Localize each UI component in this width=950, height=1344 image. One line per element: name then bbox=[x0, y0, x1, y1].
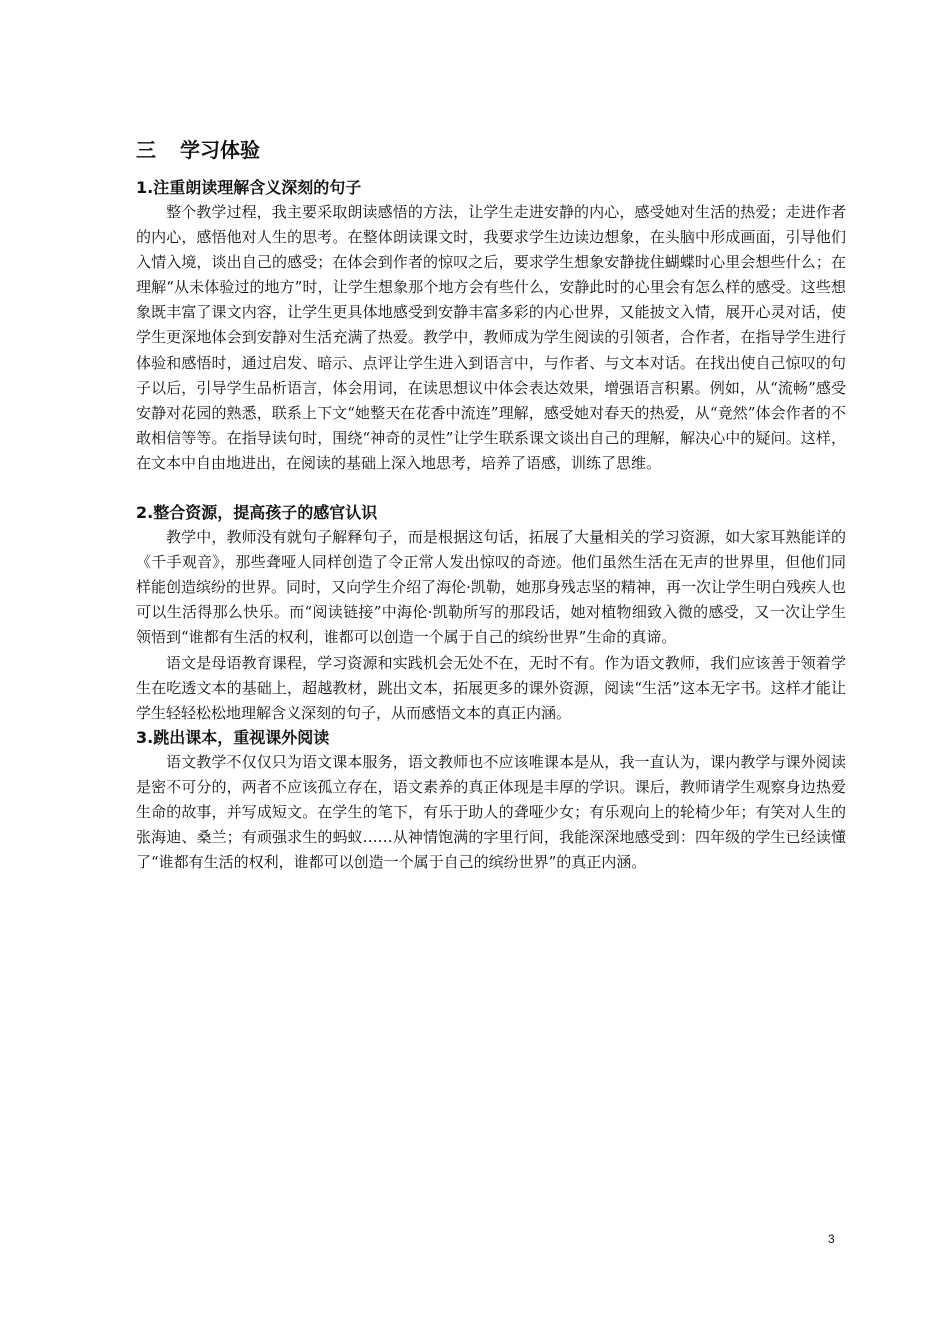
subsection-2-paragraph-1: 教学中，教师没有就句子解释句子，而是根据这句话，拓展了大量相关的学习资源，如大家耳熟能详的《千手观音》，那些聋哑人同样创造了令正常人发出惊叹的奇迹。他们虽然生活在无声的世界里，但他们同样能创造缤纷的世界。同时，又向学生介绍了海伦·凯勒，她那身残志坚的精神，再一次让学生明白残疾人也可以生活得那么快乐。而“阅读链接”中海伦·凯勒所写的那段话，她对植物细致入微的感受，又一次让学生领悟到“谁都有生活的权利，谁都可以创造一个属于自己的缤纷世界”生命的真谛。 bbox=[136, 528, 846, 647]
section-number: 三 bbox=[136, 138, 156, 162]
subsection-3-paragraph-1: 语文教学不仅仅只为语文课本服务，语文教师也不应该唯课本是从，我一直认为，课内教学与课外阅读是密不可分的，两者不应该孤立存在，语文素养的真正体现是丰厚的学识。课后，教师请学生观察身边热爱生命的故事，并写成短文。在学生的笔下，有乐于助人的聋哑少女；有乐观向上的轮椅少年；有笑对人生的张海迪、桑兰；有顽强求生的蚂蚁……从神情饱满的字里行间，我能深深地感受到：四年级的学生已经读懂了“谁都有生活的权利，谁都可以创造一个属于自己的缤纷世界”的真正内涵。 bbox=[136, 752, 846, 872]
subsection-1-paragraph-1: 整个教学过程，我主要采取朗读感悟的方法，让学生走进安静的内心，感受她对生活的热爱；走进作者的内心，感悟他对人生的思考。在整体朗读课文时，我要求学生边读边想象，在头脑中形成画面，引导他们入情入境，谈出自己的感受；在体会到作者的惊叹之后，要求学生想象安静拢住蝴蝶时心里会想些什么；在理解“从未体验过的地方”时，让学生想象那个地方会有些什么，安静此时的心里会有怎么样的感受。这些想象既丰富了课文内容，让学生更具体地感受到安静丰富多彩的内心世界，又能披文入情，展开心灵对话，使学生更深地体会到安静对生活充满了热爱。教学中，教师成为学生阅读的引领者，合作者，在指导学生进行体验和感悟时，通过启发、暗示、点评让学生进入到语言中，与作者、与文本对话。在找出使自己惊叹的句子以后，引导学生品析语言，体会用词，在读思想议中体会表达效果，增强语言积累。例如，从“流畅”感受安静对花园的熟悉，联系上下文“她整天在花香中流连”理解，感受她对春天的热爱，从“竟然”体会作者的不敢相信等等。在指导读句时，围绕“神奇的灵性”让学生联系课文谈出自己的理解，解决心中的疑问。这样，在文本中自由地进出，在阅读的基础上深入地思考，培养了语感，训练了思维。 bbox=[136, 203, 846, 472]
section-title-text: 学习体验 bbox=[180, 138, 260, 162]
paragraph-spacer bbox=[136, 476, 846, 501]
page-number: 3 bbox=[828, 1232, 835, 1246]
subsection-2-paragraph-2: 语文是母语教育课程，学习资源和实践机会无处不在，无时不有。作为语文教师，我们应该善于领着学生在吃透文本的基础上，超越教材，跳出文本，拓展更多的课外资源，阅读“生活”这本无字书。这样才能让学生轻轻松松地理解含义深刻的句子，从而感悟文本的真正内涵。 bbox=[136, 653, 846, 722]
section-title bbox=[136, 136, 846, 164]
subsection-heading-2: 2.整合资源，提高孩子的感官认识 bbox=[136, 503, 378, 523]
subsection-heading-3: 3.跳出课本，重视课外阅读 bbox=[136, 727, 330, 747]
page-content bbox=[136, 136, 846, 875]
subsection-heading-1: 1.注重朗读理解含义深刻的句子 bbox=[136, 178, 362, 197]
